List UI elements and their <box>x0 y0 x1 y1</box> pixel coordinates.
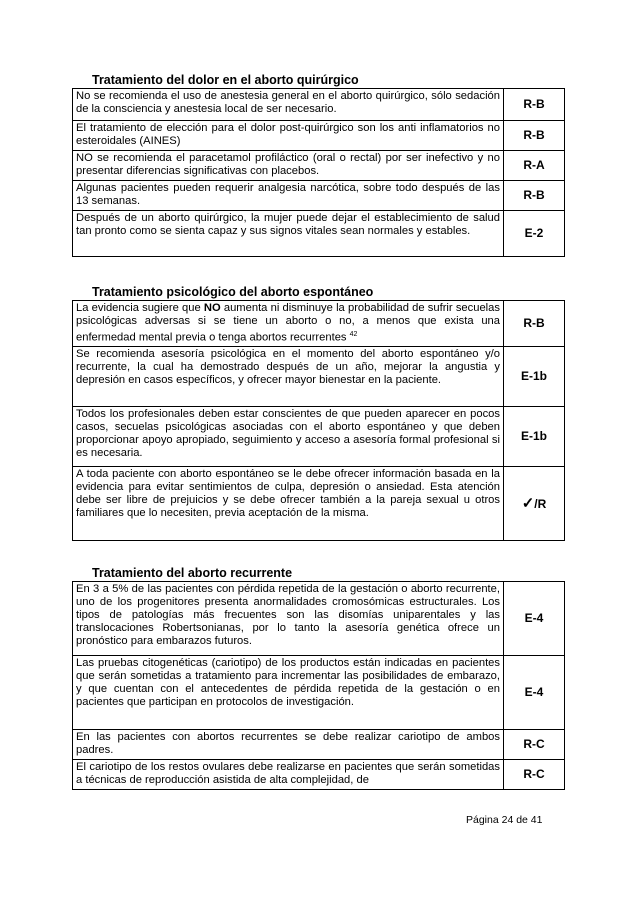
reference-superscript: 42 <box>349 331 358 338</box>
table-row <box>73 89 565 121</box>
evidence-grade: R-B <box>504 181 565 211</box>
recommendation-text <box>73 301 504 347</box>
table-row <box>73 347 565 407</box>
recommendation-text: En las pacientes con abortos recurrentes se debe realizar cariotipo de ambos padres. <box>73 730 504 760</box>
recommendation-text: En 3 a 5% de las pacientes con pérdida repetida de la gestación o aborto recurrente, uno de los progenitores presenta anormalidades cromosómicas estructurales. Los tipos de patologías más frecuentes son las disomías uniparentales y las translocaciones Robertsonianas, por lo tanto la asesoría genética ofrece un pronóstico para embarazos futuros. <box>73 582 504 656</box>
table-row <box>73 211 565 257</box>
recommendation-text: El cariotipo de los restos ovulares debe realizarse en pacientes que serán sometidas a técnicas de reproducción asistida de alta complejidad, de <box>73 760 504 790</box>
evidence-grade: E-1b <box>504 407 565 467</box>
text-before: La evidencia sugiere que <box>76 302 204 314</box>
evidence-grade: R-A <box>504 151 565 181</box>
recommendations-table <box>72 581 565 790</box>
recommendation-text: El tratamiento de elección para el dolor post-quirúrgico son los anti inflamatorios no esteroidales (AINES) <box>73 121 504 151</box>
recommendation-text: NO se recomienda el paracetamol profiláctico (oral o rectal) por ser inefectivo y no presentar diferencias significativas con placebos. <box>73 151 504 181</box>
table-row <box>73 407 565 467</box>
recommendations-table <box>72 88 565 257</box>
emphasis-no: NO <box>203 302 221 314</box>
evidence-grade <box>504 467 565 541</box>
evidence-grade: R-B <box>504 301 565 347</box>
table-row <box>73 181 565 211</box>
recommendation-text: A toda paciente con aborto espontáneo se le debe ofrecer información basada en la evidencia para evitar sentimientos de culpa, depresión o ansiedad. Esta atención debe ser libre de prejuicios y se debe ofrecer también a la pareja sexual u otros familiares que lo necesiten, previa aceptación de la misma. <box>73 467 504 541</box>
evidence-grade: E-1b <box>504 347 565 407</box>
recommendation-text: Todos los profesionales deben estar conscientes de que pueden aparecer en pocos casos, secuelas psicológicas asociadas con el aborto espontáneo y que deben proporcionar apoyo apropiado, seguimiento y acceso a asesoría formal profesional si es necesaria. <box>73 407 504 467</box>
recommendation-text: Se recomienda asesoría psicológica en el momento del aborto espontáneo y/o recurrente, la cual ha demostrado después de un año, mejorar la angustia y depresión en casos específicos, y ofrecer mayor bienestar en la paciente. <box>73 347 504 407</box>
section-title: Tratamiento del aborto recurrente <box>92 566 293 580</box>
page-number: Página 24 de 41 <box>466 814 543 826</box>
section-tratamiento-psicologico <box>72 285 547 541</box>
evidence-grade: R-C <box>504 730 565 760</box>
recommendations-table <box>72 300 565 541</box>
table-row <box>73 760 565 790</box>
check-icon: ✓ <box>521 494 535 512</box>
table-row <box>73 301 565 347</box>
recommendation-text: No se recomienda el uso de anestesia general en el aborto quirúrgico, sólo sedación de la consciencia y anestesia local de ser necesario. <box>73 89 504 121</box>
evidence-grade: R-B <box>504 89 565 121</box>
section-aborto-recurrente <box>72 566 545 790</box>
section-dolor-aborto-quirurgico <box>72 73 545 257</box>
text-after: aumenta ni disminuye la probabilidad de sufrir secuelas psicológicas adversas si se tiene un aborto o no, a menos que exista una enfermedad mental previa o tenga abortos recurrentes <box>76 302 500 344</box>
evidence-grade: R-C <box>504 760 565 790</box>
table-row <box>73 582 565 656</box>
section-title: Tratamiento psicológico del aborto espontáneo <box>92 285 374 299</box>
evidence-grade: E-4 <box>504 656 565 730</box>
recommendation-text: Después de un aborto quirúrgico, la mujer puede dejar el establecimiento de salud tan pronto como se sienta capaz y sus signos vitales sean normales y estables. <box>73 211 504 257</box>
evidence-grade: R-B <box>504 121 565 151</box>
grade-suffix: /R <box>534 496 547 511</box>
section-title: Tratamiento del dolor en el aborto quirúrgico <box>92 73 359 87</box>
recommendation-text: Algunas pacientes pueden requerir analgesia narcótica, sobre todo después de las 13 semanas. <box>73 181 504 211</box>
table-row <box>73 656 565 730</box>
table-row <box>73 730 565 760</box>
table-row <box>73 151 565 181</box>
table-row <box>73 121 565 151</box>
evidence-grade: E-2 <box>504 211 565 257</box>
table-row <box>73 467 565 541</box>
evidence-grade: E-4 <box>504 582 565 656</box>
recommendation-text: Las pruebas citogenéticas (cariotipo) de los productos están indicadas en pacientes que serán sometidas a tratamiento para incrementar las posibilidades de embarazo, y que cuentan con el antecedentes de pérdida repetida de la gestación o en pacientes que participan en protocolos de investigación. <box>73 656 504 730</box>
